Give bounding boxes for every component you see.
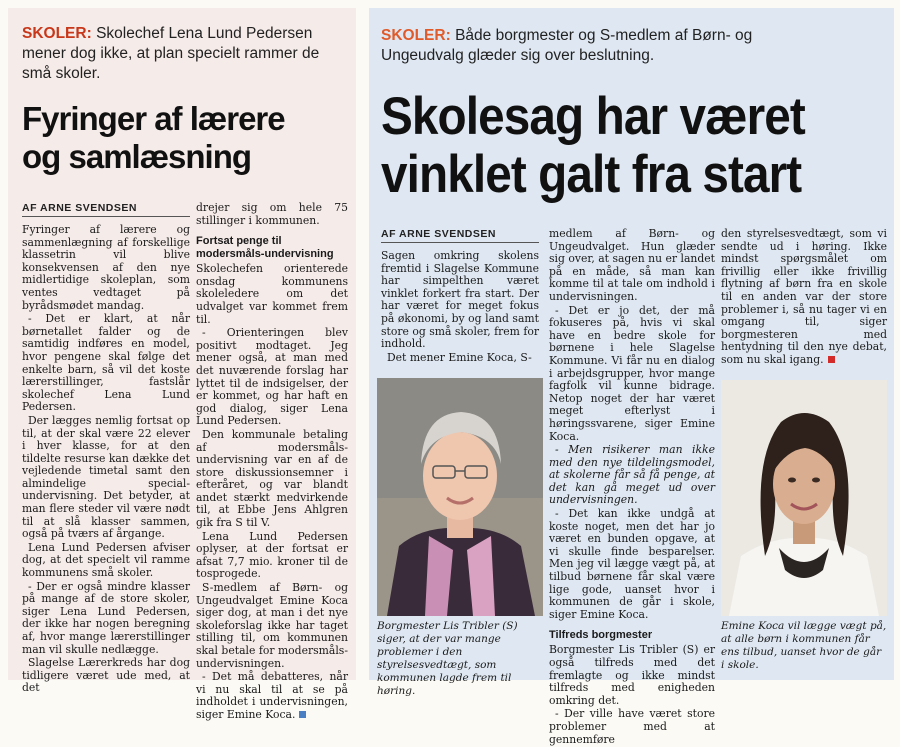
left-c2-p6-text: - Det må debatteres, når vi nu skal til at se på indholdet i undervisningen, siger Emine Koca. <box>196 670 348 721</box>
left-subheading-modersmaal: Fortsat penge til modersmåls-undervisning <box>196 235 334 261</box>
left-c2-p4: Lena Lund Pedersen oplyser, at der fortsat er afsat 7,7 mio. kroner til de tosprogede. <box>196 529 348 581</box>
right-c1-p1: Sagen omkring skolens fremtid i Slagelse Kommune har simpelthen været vinklet forkert fra start. Der har været for meget fokus på økonomi, by og land samt store og små skoler, frem for indhold. <box>381 249 539 351</box>
right-c3-p1-text: den styrelsesvedtægt, som vi sendte ud i høring. Ikke mindst spørgsmålet om frivillig eller ikke frivillig flytning af børn fra en skole til en anden var der store problemer i, så nu tager vi en omgang til, siger borgmesteren med hentydning til den nye debat, som nu skal igang. <box>721 227 887 366</box>
left-column-2 <box>196 202 348 723</box>
left-c1-p2: - Det er klart, at når børnetallet falder og de samtidig indføres en model, hvor pengene skal følge det enkelte barn, så vil det koste lærerstillinger, fastslår skolechef Lena Lund Pedersen. <box>22 312 190 414</box>
article-skolesag <box>369 8 894 746</box>
right-column-2 <box>549 228 715 747</box>
right-c1-p2: Det mener Emine Koca, S- <box>387 350 532 364</box>
portrait-emine-koca <box>721 380 887 616</box>
left-c2-p1: Skolechefen orienterede onsdag kommunens skoleledere om det udvalget var kommet frem til. <box>196 262 348 326</box>
right-column-3 <box>721 228 887 368</box>
left-byline: AF ARNE SVENDSEN <box>22 202 190 217</box>
left-c2-top: drejer sig om hele 75 stillinger i kommunen. <box>196 201 348 227</box>
right-headline-line2: vinklet galt fra start <box>381 145 802 204</box>
right-c3-p1 <box>721 228 887 367</box>
right-kicker <box>381 26 811 66</box>
right-kicker-text: Både borgmester og S-medlem af Børn- og Ungeudvalg glæder sig over beslutning. <box>381 27 753 64</box>
photo-lis-tribler <box>377 378 543 616</box>
right-byline: AF ARNE SVENDSEN <box>381 228 539 243</box>
left-c2-p6 <box>196 671 348 721</box>
left-c2-p2: - Orienteringen blev positivt modtaget. Jeg mener også, at man med det nuværende forslag har lyttet til de indsigelser, der er kommet, og har haft en god dialog, siger Lena Lund Pedersen. <box>196 326 348 428</box>
portrait-lis-tribler <box>377 378 543 616</box>
left-headline <box>22 100 342 176</box>
left-headline-line2: og samlæsning <box>22 138 252 175</box>
photo-emine-koca <box>721 380 887 616</box>
left-kicker-tag: SKOLER: <box>22 25 92 42</box>
left-kicker <box>22 24 346 84</box>
left-c2-p5: S-medlem af Børn- og Ungeudvalget Emine Koca siger dog, at man i det nye skoleforslag ikke har taget stilling til, om kommunen skal betale for modersmåls-undervisningen. <box>196 581 348 670</box>
right-kicker-tag: SKOLER: <box>381 27 451 44</box>
right-c2-p2: - Det er jo det, der må fokuseres på, hvis vi skal have en bedre skole for børnene i hele Slagelse Kommune. Vi får nu en dialog i arbejdsgrupper, hvor mange fagfolk vil kunne bidrage. Netop noget der har været meget efterlyst i høringssvarene, siger Emine Koca. <box>549 303 715 443</box>
left-column-1 <box>22 224 190 696</box>
right-headline-line1: Skolesag har været <box>381 87 805 146</box>
left-headline-line1: Fyringer af lærere <box>22 100 285 137</box>
left-end-mark <box>299 711 306 718</box>
right-c2-p4: Borgmester Lis Tribler (S) er også tilfreds med det fremlagte og ikke mindst tilfreds med enigheden omkring det. <box>549 643 715 707</box>
right-c2-p5: - Der ville have været store problemer med at gennemføre <box>549 707 715 746</box>
left-c2-p3: Den kommunale betaling af modersmåls-undervisning var en af de store diskussionsemner i efteråret, og var blandt andet stærkt medvirkende til, at Ebbe Jens Ahlgren gik fra S til V. <box>196 427 348 530</box>
left-c1-p1: Fyringer af lærere og sammenlægning af forskellige klassetrin vil blive konsekvensen af den nye midlertidige skoleplan, som ventes vedtaget på byrådsmødet mandag. <box>22 223 190 312</box>
right-column-1 <box>381 250 539 365</box>
right-c2-p1: medlem af Børn- og Ungeudvalget. Hun glæder sig over, at sagen nu er landet på en måde, så man kan komme til at tale om indhold i undervisningen. <box>549 227 715 303</box>
right-c2-question: - Men risikerer man ikke med den nye tildelingsmodel, at skolerne får så få penge, at det kan gå meget ud over undervisningen. <box>549 443 715 507</box>
left-c1-p6: Slagelse Lærerkreds har dog tidligere været ude med, at det <box>22 656 190 695</box>
right-end-mark <box>828 356 835 363</box>
left-c1-p3: Der lægges nemlig fortsat op til, at der skal være 22 elever i hver klasse, for at den tildelte resurse kan dække det vejledende timetal samt den almindelige special-undervisning. Det betyder, at man flere steder vil være nødt til at slå klasser sammen, også på tværs af årgange. <box>22 413 190 541</box>
caption-lis-tribler: Borgmester Lis Tribler (S) siger, at der var mange problemer i den styrelsesvedtægt, som kommunen lagde frem til høring. <box>377 620 518 697</box>
caption-emine-koca: Emine Koca vil lægge vægt på, at alle børn i kommunen får ens tilbud, uanset hvor de går i skole. <box>721 620 887 671</box>
article-fyringer <box>8 8 356 721</box>
right-subheading-borgmester: Tilfreds borgmester <box>549 629 653 642</box>
left-c1-p4: Lena Lund Pedersen afviser dog, at det specielt vil ramme kommunens små skoler. <box>22 540 190 580</box>
right-headline <box>381 88 836 204</box>
right-c2-p3: - Det kan ikke undgå at koste noget, men det har jo været en bunden opgave, at vi skulle finde besparelser. Men jeg vil lægge vægt på, at tilbud børnene får skal være lige gode, uanset hvor i kommunen de går i skole, siger Emine Koca. <box>549 507 715 621</box>
left-c1-p5: - Der er også mindre klasser på mange af de store skoler, siger Lena Lund Pedersen, der ikke har nogen beregning af, hvor mange lærerstillinger man vil skulle nedlægge. <box>22 579 190 656</box>
left-kicker-text: Skolechef Lena Lund Pedersen mener dog ikke, at plan specielt rammer de små skoler. <box>22 25 320 82</box>
